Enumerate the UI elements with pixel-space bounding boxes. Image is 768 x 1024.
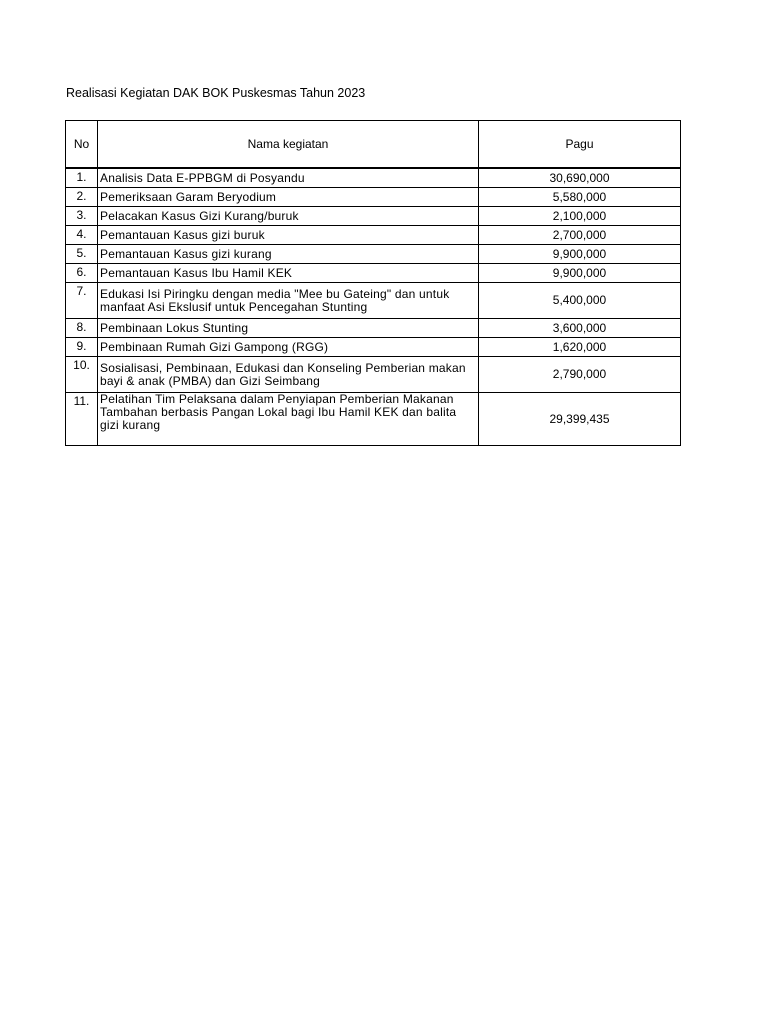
budget-value: 5,580,000 [479, 188, 681, 207]
table-row [66, 283, 681, 319]
table-row [66, 264, 681, 283]
activity-name: Pemantauan Kasus gizi buruk [98, 226, 479, 245]
activity-name: Pembinaan Rumah Gizi Gampong (RGG) [98, 338, 479, 357]
activity-name: Edukasi Isi Piringku dengan media "Mee bu Gateing" dan untuk manfaat Asi Ekslusif untuk Pencegahan Stunting [98, 283, 479, 319]
budget-value: 3,600,000 [479, 319, 681, 338]
row-number: 1. [66, 168, 98, 188]
budget-value: 9,900,000 [479, 264, 681, 283]
table-row [66, 357, 681, 393]
table-row [66, 168, 681, 188]
row-number: 9. [66, 338, 98, 357]
table-header-row [66, 121, 681, 169]
activity-name: Analisis Data E-PPBGM di Posyandu [98, 168, 479, 188]
header-name: Nama kegiatan [98, 121, 479, 169]
row-number: 7. [66, 283, 98, 319]
budget-value: 30,690,000 [479, 168, 681, 188]
table-row [66, 319, 681, 338]
activity-table [65, 120, 681, 446]
table-row [66, 393, 681, 446]
budget-value: 1,620,000 [479, 338, 681, 357]
activity-name: Pemantauan Kasus Ibu Hamil KEK [98, 264, 479, 283]
row-number: 8. [66, 319, 98, 338]
table-row [66, 226, 681, 245]
table-row [66, 188, 681, 207]
budget-value: 2,790,000 [479, 357, 681, 393]
row-number: 3. [66, 207, 98, 226]
activity-name: Pemeriksaan Garam Beryodium [98, 188, 479, 207]
row-number: 10. [66, 357, 98, 393]
row-number: 5. [66, 245, 98, 264]
activity-name: Pembinaan Lokus Stunting [98, 319, 479, 338]
budget-value: 9,900,000 [479, 245, 681, 264]
row-number: 6. [66, 264, 98, 283]
activity-name: Pelatihan Tim Pelaksana dalam Penyiapan Pemberian Makanan Tambahan berbasis Pangan Lokal bagi Ibu Hamil KEK dan balita gizi kurang [98, 393, 479, 446]
budget-value: 2,100,000 [479, 207, 681, 226]
budget-value: 2,700,000 [479, 226, 681, 245]
budget-value: 29,399,435 [479, 393, 681, 446]
row-number: 4. [66, 226, 98, 245]
activity-name: Sosialisasi, Pembinaan, Edukasi dan Konseling Pemberian makan bayi & anak (PMBA) dan Gizi Seimbang [98, 357, 479, 393]
table-row [66, 207, 681, 226]
table-row [66, 338, 681, 357]
budget-value: 5,400,000 [479, 283, 681, 319]
table-row [66, 245, 681, 264]
header-no: No [66, 121, 98, 169]
row-number: 11. [66, 393, 98, 446]
document-title: Realisasi Kegiatan DAK BOK Puskesmas Tahun 2023 [66, 86, 366, 100]
activity-table-container [65, 120, 680, 446]
activity-name: Pemantauan Kasus gizi kurang [98, 245, 479, 264]
activity-name: Pelacakan Kasus Gizi Kurang/buruk [98, 207, 479, 226]
row-number: 2. [66, 188, 98, 207]
header-pagu: Pagu [479, 121, 681, 169]
